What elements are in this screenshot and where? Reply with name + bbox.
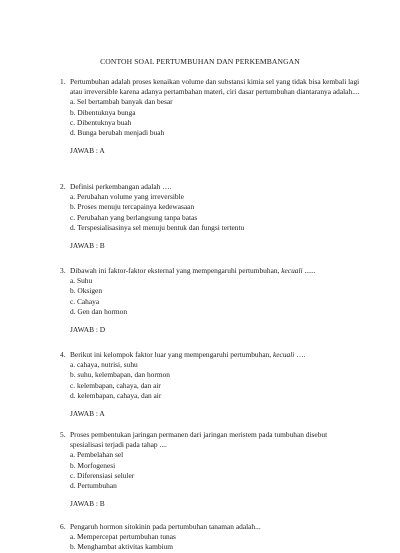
- question-text: [70, 266, 360, 276]
- option-b: b. Morfogenesi: [70, 460, 116, 470]
- answer-key: JAWAB : B: [70, 241, 105, 251]
- option-c: c. Cahaya: [70, 296, 100, 306]
- question-body: [70, 77, 360, 156]
- document-title: CONTOH SOAL PERTUMBUHAN DAN PERKEMBANGAN: [100, 57, 300, 66]
- answer-key: JAWAB : A: [70, 409, 105, 419]
- question-number: 6.: [60, 522, 66, 531]
- option-c: c. Diferensiasi seluler: [70, 470, 135, 480]
- question-3: [60, 266, 360, 335]
- option-d: d. Gen dan hormon: [70, 306, 128, 316]
- question-5: [60, 430, 360, 509]
- option-b: b. suhu, kelembapan, dan hormon: [70, 370, 170, 380]
- option-b: b. Proses menuju tercapainya kedewasaan: [70, 202, 195, 212]
- option-b: b. Oksigen: [70, 286, 103, 296]
- question-number: 3.: [60, 266, 66, 275]
- question-text-main: Berikut ini kelompok faktor luar yang mempengaruhi pertumbuhan,: [70, 350, 273, 359]
- question-1: [60, 77, 360, 156]
- question-text: [70, 350, 360, 360]
- option-d: d. Terspesialisasinya sel menuju bentuk dan fungsi tertentu: [70, 222, 245, 232]
- question-2: [60, 182, 360, 251]
- option-a: a. Perubahan volume yang irreversible: [70, 192, 184, 202]
- option-d: d. Bunga berubah menjadi buah: [70, 128, 165, 138]
- question-text-ellipsis: ......: [302, 266, 316, 275]
- answer-key: JAWAB : B: [70, 499, 105, 509]
- question-body: [70, 182, 360, 251]
- option-c: c. Perubahan yang berlangsung tanpa batas: [70, 212, 198, 222]
- question-body: [70, 350, 360, 419]
- option-a: a. Mempercepat pertumbuhan tunas: [70, 532, 176, 542]
- question-text: Pengaruh hormon sitokinin pada pertumbuhan tanaman adalah...: [70, 522, 261, 531]
- question-body: [70, 266, 360, 335]
- question-body: [70, 430, 360, 509]
- answer-key: JAWAB : D: [70, 325, 106, 335]
- option-a: a. cahaya, nutrisi, suhu: [70, 360, 138, 370]
- option-a: a. Suhu: [70, 276, 93, 286]
- question-text-emphasis: kecuali: [281, 266, 303, 275]
- answer-key: JAWAB : A: [70, 146, 105, 156]
- question-number: 5.: [60, 430, 66, 439]
- question-number: 2.: [60, 182, 66, 191]
- question-text: Pertumbuhan adalah proses kenaikan volume dan substansi kimia sel yang tidak bisa kembali lagi atau irreversible karena adanya pertambahan materi, ciri dasar pertumbuhan diantaranya adalah....: [70, 77, 360, 97]
- option-d: d. Pertumbuhan: [70, 481, 117, 491]
- question-text-main: Dibawah ini faktor-faktor eksternal yang mempengaruhi pertumbuhan,: [70, 266, 282, 275]
- question-number: 4.: [60, 350, 66, 359]
- option-a: a. Pembelahan sel: [70, 450, 124, 460]
- question-6: [60, 522, 360, 553]
- option-b: b. Menghambat aktivitas kambium: [70, 542, 174, 552]
- question-4: [60, 350, 360, 419]
- option-c: c. kelembapan, cahaya, dan air: [70, 380, 161, 390]
- option-d: d. kelembapan, cahaya, dan air: [70, 390, 162, 400]
- option-b: b. Dibentuknya bunga: [70, 107, 136, 117]
- question-text-emphasis: kecuali: [273, 350, 295, 359]
- question-number: 1.: [60, 77, 66, 86]
- question-text: Definisi perkembangan adalah ….: [70, 182, 172, 191]
- question-text-ellipsis: ….: [294, 350, 306, 359]
- option-c: c. Dibentuknya buah: [70, 117, 132, 127]
- question-text: Proses pembentukan jaringan permanen dari jaringan meristem pada tumbuhan disebut spesialisasi terjadi pada tahap ....: [70, 430, 328, 450]
- option-a: a. Sel bertambah banyak dan besar: [70, 97, 173, 107]
- question-body: [70, 522, 360, 553]
